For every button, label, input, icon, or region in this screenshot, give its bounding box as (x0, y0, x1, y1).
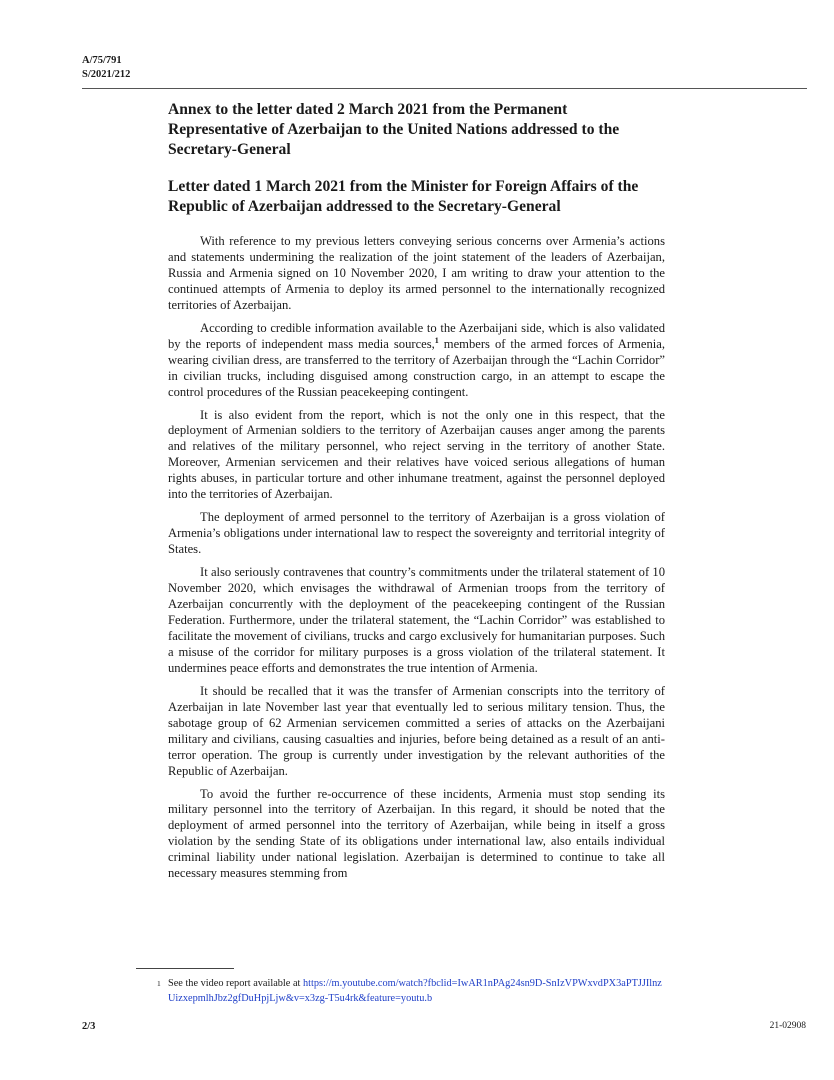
footnote (157, 976, 668, 1006)
footnote-mark: 1 (157, 979, 161, 988)
document-body (168, 100, 665, 889)
paragraph: It is also evident from the report, which is not the only one in this respect, that the deployment of Armenian soldiers to the territory of Azerbaijan causes anger among the parents and relatives of the military personnel, who reject serving in the territory of another State. Moreover, Armenian servicemen and their relatives have voiced serious allegations of human rights abuses, in particular torture and other inhumane treatment, against the personnel deployed into the territories of Azerbaijan. (168, 407, 665, 502)
footnote-divider (136, 968, 234, 969)
paragraph: With reference to my previous letters conveying serious concerns over Armenia’s actions and statements undermining the realization of the joint statement of the leaders of Azerbaijan, Russia and Armenia signed on 10 November 2020, I am writing to draw your attention to the continued attempts of Armenia to deploy its armed personnel to the internationally recognized territories of Azerbaijan. (168, 234, 665, 312)
footnote-link[interactable]: https://m.youtube.com/watch?fbclid=IwAR1nPAg24sn9D-SnIzVPWxvdPX3aPTJJIlnzUizxepmlhJbz2gfDuHpjLjw&v=x3zg-T5u4rk&feature=youtu.b (168, 978, 662, 1004)
footnote-text: See the video report available at (168, 978, 303, 989)
letter-body (168, 234, 665, 882)
annex-title: Annex to the letter dated 2 March 2021 from the Permanent Representative of Azerbaijan to the United Nations addressed to the Secretary-General (168, 101, 620, 158)
paragraph: It also seriously contravenes that country’s commitments under the trilateral statement of 10 November 2020, which envisages the withdrawal of Armenian troops from the territory of Azerbaijan concurrently with the deployment of the peacekeeping contingent of the Russian Federation. Furthermore, under the trilateral statement, the “Lachin Corridor” was established to facilitate the movement of civilians, trucks and cargo exclusively for humanitarian purposes. Such a misuse of the corridor for military purposes is a gross violation of the trilateral statement. It undermines peace efforts and demonstrates the true intention of Armenia. (168, 565, 665, 675)
paragraph-with-footnote (168, 321, 665, 401)
letter-title: Letter dated 1 March 2021 from the Minister for Foreign Affairs of the Republic of Azerbaijan addressed to the Secretary-General (168, 178, 639, 215)
header-divider (82, 88, 807, 89)
paragraph: To avoid the further re-occurrence of these incidents, Armenia must stop sending its military personnel into the territory of Azerbaijan. In this regard, it should be noted that the deployment of armed personnel into the territory of Azerbaijan, while being in itself a gross violation by the sending State of its obligations under international law, also entails individual criminal liability under national legislation. Azerbaijan is determined to continue to take all necessary measures stemming from (168, 786, 665, 881)
paragraph: It should be recalled that it was the transfer of Armenian conscripts into the territory of Azerbaijan in late November last year that eventually led to serious military tension. Thus, the sabotage group of 62 Armenian servicemen committed a series of attacks on the Azerbaijani military and civilians, causing casualties and injuries, before being detained as a result of an anti-terror operation. The group is currently under investigation by the relevant authorities of the Republic of Azerbaijan. (168, 683, 665, 778)
page-number: 2/3 (82, 1021, 96, 1032)
paragraph-text: According to credible information available to the Azerbaijani side, which is also validated by the reports of independent mass media sources, (168, 320, 665, 351)
paragraph-text-continued: members of the armed forces of Armenia, wearing civilian dress, are transferred to the territory of Azerbaijan through the “Lachin Corridor” in civilian trucks, including disguised among construction cargo, in an attempt to escape the control procedures of the Russian peacekeeping contingent. (168, 336, 666, 399)
footnote-reference[interactable]: 1 (434, 335, 439, 345)
paragraph: The deployment of armed personnel to the territory of Azerbaijan is a gross violation of Armenia’s obligations under international law to respect the sovereignty and territorial integrity of States. (168, 510, 665, 557)
symbol-a: A/75/791 (82, 55, 122, 66)
symbol-s: S/2021/212 (82, 69, 131, 80)
document-code: 21-02908 (769, 1021, 806, 1031)
document-symbol (82, 54, 130, 82)
